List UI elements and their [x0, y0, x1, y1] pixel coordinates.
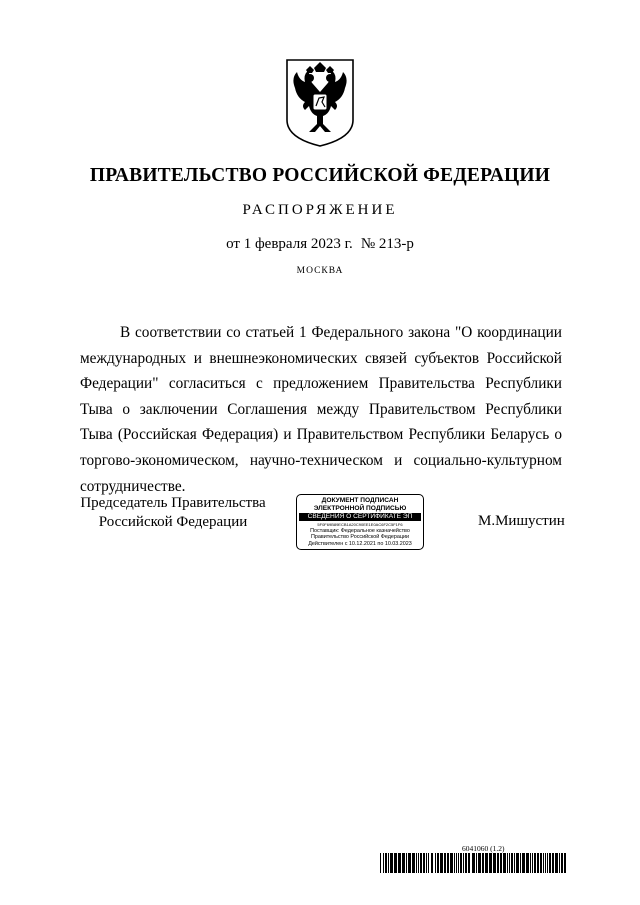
stamp-certificate-header: СВЕДЕНИЯ О СЕРТИФИКАТЕ ЭП	[299, 513, 421, 521]
position-line-2: Российской Федерации	[98, 514, 248, 530]
stamp-issuer-1: Поставщик: Федеральное казначейство	[310, 528, 410, 534]
stamp-validity: Действителен с 10.12.2021 по 10.03.2023	[308, 540, 412, 547]
date-and-number	[0, 236, 640, 253]
stamp-serial: 5F0F69B89ECB1A20C90EE1E0AC6F2C5F1F6	[317, 522, 403, 527]
signatory-name: М.Мишустин	[478, 513, 565, 529]
document-number: № 213-р	[360, 236, 414, 252]
stamp-line-2: ЭЛЕКТРОННОЙ ПОДПИСЬЮ	[313, 505, 407, 512]
barcode-label: 6041060 (1.2)	[462, 844, 505, 853]
position-line-1: Председатель Правительства	[80, 495, 266, 511]
document-date: от 1 февраля 2023 г.	[226, 236, 353, 252]
order-text	[80, 320, 562, 499]
barcode-icon	[380, 853, 566, 873]
government-title: ПРАВИТЕЛЬСТВО РОССИЙСКОЙ ФЕДЕРАЦИИ	[89, 165, 551, 186]
order-paragraph: В соответствии со статьей 1 Федерального закона "О координации международных и внешнеэкономических связей субъектов Российской Федерации" согласиться с предложением Правительства Республики Тыва о заключении Соглашения между Правительством Республики Тыва (Российская Федерация) и Правительством Республики Беларусь о торгово-экономическом, научно-техническом и социально-культурном сотрудничестве.	[80, 324, 562, 495]
stamp-issuer-2: Правительство Российской Федерации	[310, 534, 409, 541]
electronic-signature-stamp	[296, 494, 424, 550]
document-type: РАСПОРЯЖЕНИЕ	[242, 202, 398, 218]
signatory-position	[78, 494, 268, 532]
stamp-line-1: ДОКУМЕНТ ПОДПИСАН	[321, 497, 399, 504]
city: МОСКВА	[296, 266, 344, 276]
coat-of-arms-icon	[283, 58, 357, 148]
